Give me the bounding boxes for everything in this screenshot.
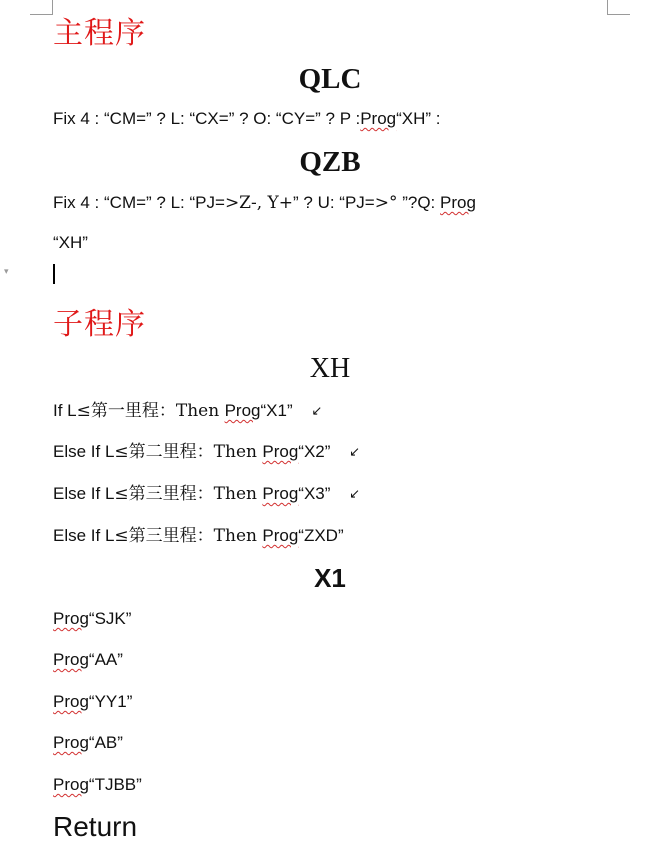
qzb-line-1 [53,192,476,214]
return-statement: Return [53,811,138,842]
xh-row-2-prog: Prog [262,442,299,461]
xh-row-1-prog: Prog [224,401,261,420]
qlc-line-1 [53,108,441,130]
xh-row-4 [53,525,344,547]
paragraph-return-icon: ↙ [349,444,361,459]
xh-row-2-target: “X2” [298,442,336,461]
xh-row-3-target: “X3” [298,484,336,503]
xh-row-2-keyword: Else If L [53,442,115,461]
x1-row-5 [53,774,142,796]
page-corner-mark-left [30,0,53,15]
x1-row-3-prog: Prog [53,692,89,711]
x1-row-1-target: “SJK” [88,609,132,628]
page-corner-mark-right [607,0,630,15]
x1-row-1 [53,608,131,630]
qzb-line-1-prefix: Fix 4 : “CM=” ? L: “PJ= [53,193,225,212]
sub-program-heading: 子程序 [53,307,146,342]
x1-row-2-target: “AA” [88,650,123,669]
xh-row-4-target: “ZXD” [298,526,344,545]
x1-title: X1 [314,563,346,593]
x1-row-4 [53,732,123,754]
xh-row-3-condition: ≤第三里程：Then [114,484,263,504]
x1-row-5-prog: Prog [53,775,89,794]
xh-row-3-prog: Prog [262,484,299,503]
x1-row-2-prog: Prog [53,650,89,669]
qzb-line-1-suffix: ”?Q: [397,193,440,212]
paragraph-return-icon: ↙ [349,486,361,501]
x1-row-1-prog: Prog [53,609,89,628]
qzb-line-1-prog: Prog [440,193,476,212]
qlc-line-1-prog: Prog [360,109,397,128]
xh-row-4-keyword: Else If L [53,526,115,545]
margin-marker-icon: ▾ [4,266,9,276]
qzb-line-1-serif2: >° [374,193,398,213]
qzb-line-1-middle: ” ? U: “PJ= [293,193,375,212]
xh-row-4-prog: Prog [262,526,299,545]
qzb-line-2: “XH” [53,233,88,252]
qzb-title: QZB [299,146,361,178]
x1-row-3-target: “YY1” [88,692,133,711]
x1-row-2 [53,649,123,671]
xh-title: XH [309,353,351,384]
xh-row-1-condition: ≤第一里程：Then [76,401,225,421]
xh-row-1 [53,400,322,422]
x1-row-4-target: “AB” [88,733,123,752]
qlc-title: QLC [298,63,362,95]
xh-row-1-keyword: If L [53,401,77,420]
xh-row-1-target: “X1” [260,401,298,420]
xh-row-2-condition: ≤第二里程：Then [114,442,263,462]
xh-row-4-condition: ≤第三里程：Then [114,526,263,546]
qlc-line-1-tail: “XH” : [396,109,441,128]
x1-row-3 [53,691,132,713]
qlc-line-1-fix: Fix 4 : “CM=” ? L: “CX=” ? O: “CY=” ? P : [53,109,361,128]
xh-row-3-keyword: Else If L [53,484,115,503]
main-program-heading: 主程序 [53,16,146,51]
x1-row-4-prog: Prog [53,733,89,752]
xh-row-2 [53,441,360,463]
x1-row-5-target: “TJBB” [88,775,142,794]
xh-row-3 [53,483,360,505]
qzb-line-1-serif: >Z-, Y+ [224,193,294,213]
text-cursor[interactable] [53,264,55,284]
paragraph-return-icon: ↙ [311,403,323,418]
